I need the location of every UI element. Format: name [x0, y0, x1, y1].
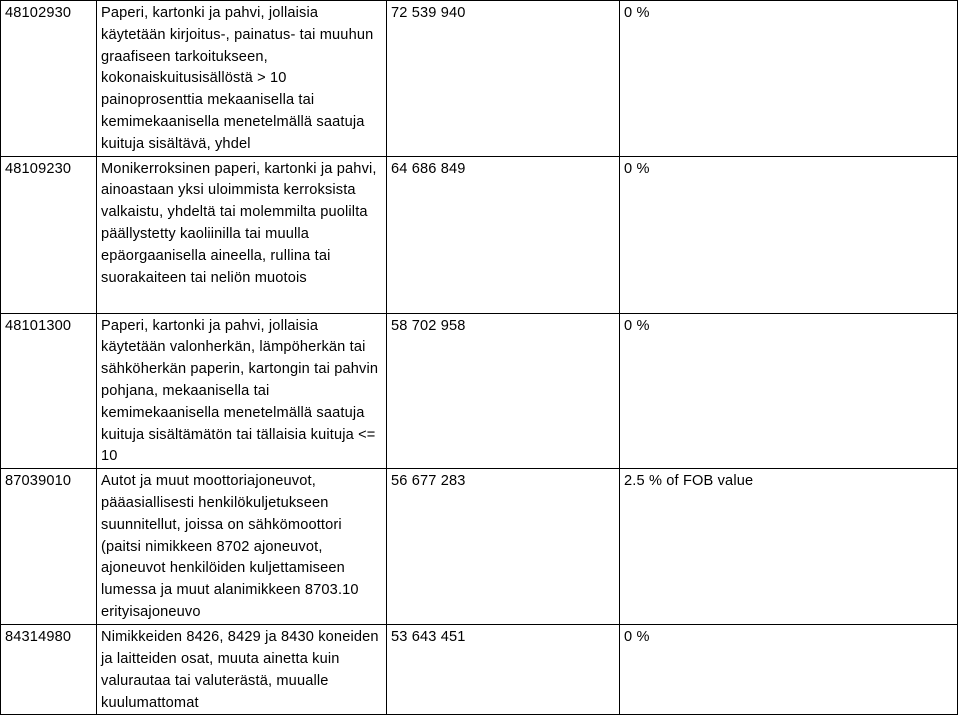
trade-value-cell: 56 677 283 — [387, 469, 620, 625]
table-row — [1, 625, 958, 715]
table-row — [1, 1, 958, 157]
tariff-code-cell: 87039010 — [1, 469, 97, 625]
trade-value-cell: 53 643 451 — [387, 625, 620, 715]
duty-rate-cell: 0 % — [620, 625, 958, 715]
trade-value-cell: 72 539 940 — [387, 1, 620, 157]
table-row — [1, 469, 958, 625]
trade-value-cell: 58 702 958 — [387, 313, 620, 469]
table-row — [1, 313, 958, 469]
tariff-code-cell: 48101300 — [1, 313, 97, 469]
tariff-code-cell: 48102930 — [1, 1, 97, 157]
duty-rate-cell: 0 % — [620, 1, 958, 157]
duty-rate-cell: 0 % — [620, 156, 958, 313]
trade-value-cell: 64 686 849 — [387, 156, 620, 313]
description-cell: Paperi, kartonki ja pahvi, jollaisia käytetään valonherkän, lämpöherkän tai sähköherkän paperin, kartongin tai pahvin pohjana, mekaanisella tai kemimekaanisella menetelmällä saatuja kuituja sisältämätön tai tällaisia kuituja <= 10 — [97, 313, 387, 469]
tariff-code-cell: 84314980 — [1, 625, 97, 715]
tariff-code-cell: 48109230 — [1, 156, 97, 313]
duty-rate-cell: 0 % — [620, 313, 958, 469]
description-cell: Nimikkeiden 8426, 8429 ja 8430 koneiden ja laitteiden osat, muuta ainetta kuin valurautaa tai valuterästä, muualle kuulumattomat — [97, 625, 387, 715]
description-cell: Autot ja muut moottoriajoneuvot, pääasiallisesti henkilökuljetukseen suunnitellut, joissa on sähkömoottori (paitsi nimikkeen 8702 ajoneuvot, ajoneuvot henkilöiden kuljettamiseen lumessa ja muut alanimikkeen 8703.10 erityisajoneuvo — [97, 469, 387, 625]
table-row — [1, 156, 958, 313]
description-cell: Monikerroksinen paperi, kartonki ja pahvi, ainoastaan yksi uloimmista kerroksista valkaistu, yhdeltä tai molemmilta puolilta päällystetty kaoliinilla tai muulla epäorgaanisella aineella, rullina tai suorakaiteen tai neliön muotois — [97, 156, 387, 313]
description-cell: Paperi, kartonki ja pahvi, jollaisia käytetään kirjoitus-, painatus- tai muuhun graafiseen tarkoitukseen, kokonaiskuitusisällöstä > 10 painoprosenttia mekaanisella tai kemimekaanisella menetelmällä saatuja kuituja sisältävä, yhdel — [97, 1, 387, 157]
duty-rate-cell: 2.5 % of FOB value — [620, 469, 958, 625]
